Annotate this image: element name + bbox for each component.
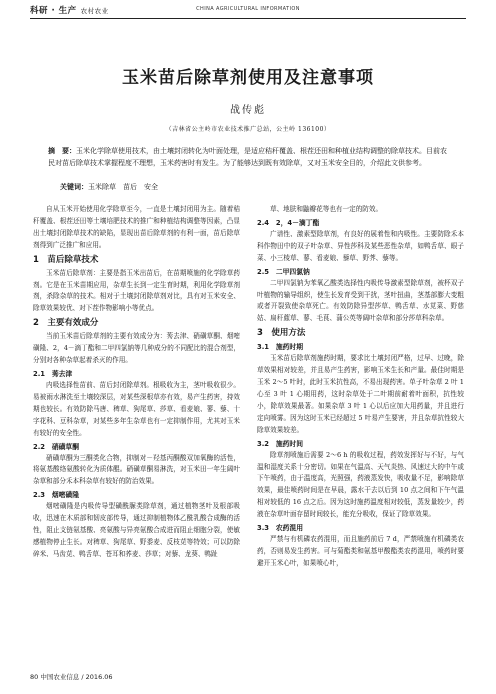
journal-english-name: CHINA AGRICULTURAL INFORMATION [196, 6, 300, 12]
body-paragraph: 硝磺草酮为三酮类化合物，抑制对－羟基丙酮酸双加氧酶的活性，将氨基酸络氨酸转化为质体醌。硝磺草酮易淋洗，对玉米田一年生阔叶杂草和部分禾本科杂草有较好的防治效果。 [33, 453, 240, 486]
subsection-heading: 3.2 施药时间 [257, 439, 304, 448]
subsection-heading: 3.3 农药混用 [257, 524, 304, 533]
subsection-heading: 2.1 莠去津 [33, 369, 73, 378]
running-header [0, 0, 496, 20]
section-label: 农村农业 [80, 7, 109, 15]
subsection-heading: 3.1 施药时期 [257, 343, 304, 352]
body-paragraph: 草、地肤和鼬瓣花等也有一定的防效。 [270, 205, 383, 213]
right-column [257, 204, 464, 570]
author-affiliation: （吉林省公主岭市农业技术推广总站，公主岭 136100） [165, 126, 331, 133]
body-paragraph: 自从玉米开始使用化学除草至今，一直是土壤封闭用为主。随着秸秆覆盖、根茬还田等土壤培肥技术的推广和种植结构调整等因素，凸显出土壤封闭除草技术的缺陷，显现出苗后除草剂的有利一面，苗后除草剂得到广泛推广和应用。 [33, 205, 240, 249]
subsection-heading: 2.3 烟嘧磺隆 [33, 491, 80, 500]
abstract-text: 玉米化学除草使用技术，由土壤封闭转化为叶面处理，是适应秸秆覆盖、根茬还田和种植业结构调整的除草技术。目前农民对苗后除草技术掌握程度不理想，玉米药害时有发生。为了能够达到既有效除草，又对玉米安全目的，介绍此文供参考。 [48, 147, 447, 167]
section-heading: 3 使用方法 [257, 328, 306, 339]
left-column [33, 204, 240, 561]
abstract [48, 145, 448, 169]
body-paragraph: 玉米苗后除草剂施药时期，要求比土壤封闭严格，过早、过晚，除草效果相对较差，并且易产生药害，影响玉米生长和产量。最佳时期是玉米 2～5 叶时，此时玉米抗性高，不易出现药害。单子叶杂草 2 叶 1 心至 3 叶 1 心期用药，这时杂草处于二叶期前耐着叶面积，抗性较小，除草效果最著。如果杂草 3 叶 1 心以后应加大用药量，并且进行定向喷雾。因为这时玉米已经超过 5 叶易产生要害，并且杂草抗性较大除草效果较差。 [257, 354, 464, 434]
body-paragraph: 除草剂喷施后需要 2～6 h 的吸收过程，药效发挥好与不好，与气温和湿度关系十分密切。如果在气温高、天气炎热、风速过大的中午或下午喷药，由于温度高，光照强，药液蒸发快，吸收量不足，影响除草效果，最佳喷药时间是在早晨，露水干去以后到 10 点之间和下午气温相对较低的 16 点之后。因为这时施药温度相对较低，蒸发量较少，药液在杂草叶面存留时间较长，能充分吸收，保证了除草效果。 [257, 450, 464, 519]
journal-label: 科研 · 生产 [30, 6, 77, 16]
header-rule [30, 18, 466, 19]
body-paragraph: 烟嘧磺隆是内吸传导型磺酰脲类除草剂，通过植物茎叶及根部吸收，迅速在木质部和韧皮部传导，通过抑制植物体乙酰乳酸合成酶的活性，阻止支链氨基酸、亮氨酸与异亮氨酸合成进而阻止细胞分裂，使敏感植物停止生长。对稗草、狗尾草、野黍麦、反枝苋等特效；可以防除碎米、马齿苋、鸭舌草、苍耳和荞麦、莎草；对藜、龙葵、鸭趾 [33, 502, 240, 558]
page-footer: 80 中国农业信息 / 2016.06 [30, 673, 113, 681]
article-author: 战传彪 [230, 105, 266, 116]
body-paragraph: 广谱性、激素型除草剂，有良好的展着性和内吸性。主要防除禾本科作物田中的双子叶杂草、异性莎科及某些恶性杂草，如鸭舌草、眼子菜、小三棱草、蓼、看麦娘、藜草、野荠、藜等。 [257, 229, 464, 262]
body-paragraph: 严禁与有机磷农药混用，而且施药前后 7 d，严禁喷施有机磷类农药，否则易发生药害。可与菊酯类和氨基甲酸酯类农药混用，喷药时要避开玉米心叶，如果喷心叶， [257, 535, 464, 567]
subsection-heading: 2.5 二甲四氯钠 [257, 267, 310, 276]
body-paragraph: 二甲四氯钠为苯氧乙酸类选择性内吸传导激素型除草剂，被杯双子叶植物的输导组织，使生长发育受到干扰，茎叶扭曲，茎基部膨大变粗或者开裂致使杂草死亡。有效防除异型莎草、鸭舌草、水苋菜、野慈姑、扁秆藨草、蓼、毛茛、蒲公英等阔叶杂草和部分莎草科杂草。 [257, 278, 464, 323]
body-paragraph: 玉米苗后除草剂：主要是指玉米出苗后，在苗期喷施的化学除草药剂。它是在玉米苗期应用，杂草生长到一定生育时期，利用化学除草剂剂，杀除杂草的技术。相对于土壤封闭除草剂对比，具有对玉米安全、除草效果较优、对下茬作物影响小等优点。 [33, 268, 240, 313]
body-paragraph: 当前玉米苗后除草剂的主要有效成分为：莠去津、硝磺草酮、烟嘧磺隆、2，4－滴丁酯和二甲四氯钠等几种成分的不同配比的混合剂型，分别对各种杂草起着杀灭的作用。 [33, 332, 240, 365]
subsection-heading: 2.2 硝磺草酮 [33, 442, 80, 451]
keywords [60, 182, 158, 192]
subsection-heading: 2.4 2，4－滴丁酯 [257, 218, 320, 227]
section-heading: 2 主要有效成分 [33, 318, 99, 329]
keywords-text: 玉米除草 苗后 安全 [88, 183, 158, 191]
article-title: 玉米苗后除草剂使用及注意事项 [122, 68, 374, 88]
section-heading: 1 苗后除草技术 [33, 254, 99, 265]
abstract-label: 摘 要： [48, 147, 76, 155]
keywords-label: 关键词： [60, 183, 88, 191]
body-paragraph: 内吸选择性苗前、苗后封闭除草剂。根吸收为主，茎叶吸收很少。易被雨水淋洗至土壤较深层，对某些深根草亦有效，易产生药害，持效期也较长。有效防除马唐、稗草、狗尾草、莎草、看麦娘、蓼、藜、十字花科、豆科杂草，对某些多年生杂草也有一定抑制作用，尤其对玉米有较好的安全性。 [33, 380, 240, 437]
